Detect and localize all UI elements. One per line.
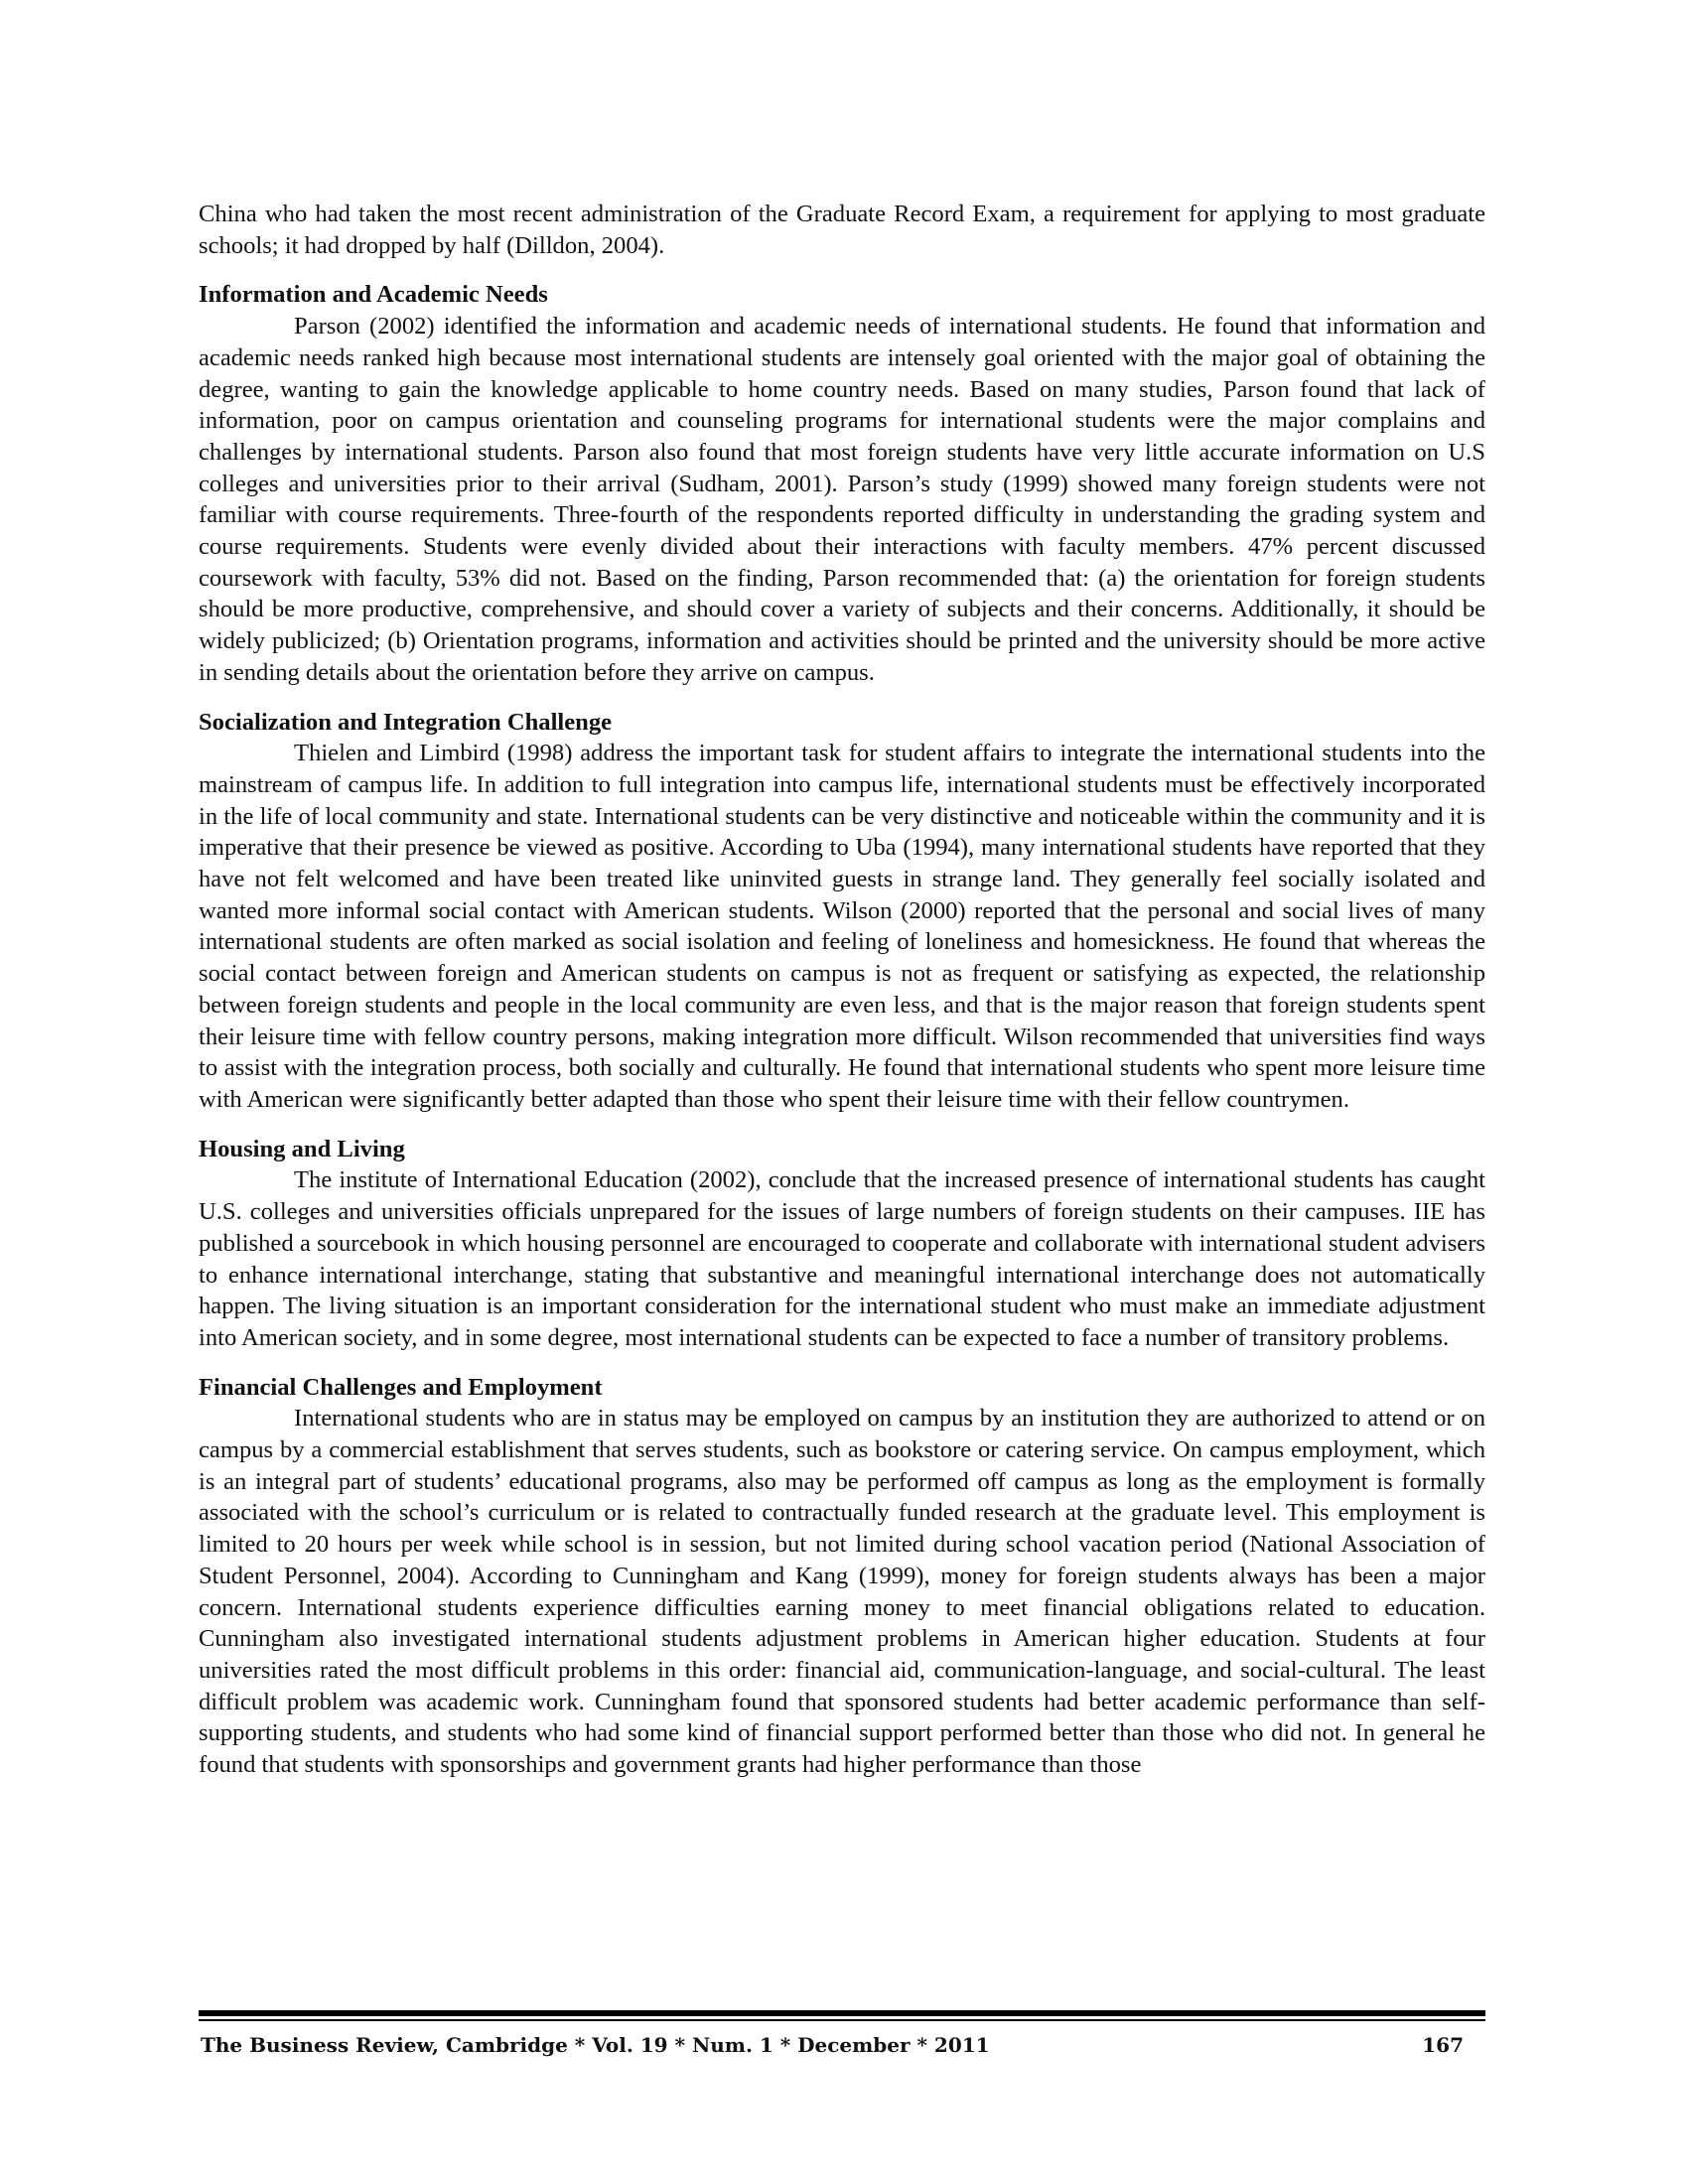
section-body: The institute of International Education (2002), conclude that the increased presence of international students has caught U.S. colleges and universities officials unprepared for the issues of large numbers of foreign students on their campuses. IIE has published a sourcebook in which housing personnel are encouraged to cooperate and collaborate with international student advisers to enhance international interchange, stating that substantive and meaningful international interchange does not automatically happen. The living situation is an important consideration for the international student who must make an immediate adjustment into American society, and in some degree, most international students can be expected to face a number of transitory problems.	[199, 1166, 1485, 1351]
section-body: Parson (2002) identified the information and academic needs of international students. He found that information and academic needs ranked high because most international students are intensely goal oriented with the major goal of obtaining the degree, wanting to gain the knowledge applicable to home country needs. Based on many studies, Parson found that lack of information, poor on campus orientation and counseling programs for international students were the major complains and challenges by international students. Parson also found that most foreign students have very little accurate information on U.S colleges and universities prior to their arrival (Sudham, 2001). Parson’s study (1999) showed many foreign students were not familiar with course requirements. Three-fourth of the respondents reported difficulty in understanding the grading system and course requirements. Students were evenly divided about their interactions with faculty members. 47% percent discussed coursework with faculty, 53% did not. Based on the finding, Parson recommended that: (a) the orientation for foreign students should be more productive, comprehensive, and should cover a variety of subjects and their concerns. Additionally, it should be widely publicized; (b) Orientation programs, information and activities should be printed and the university should be more active in sending details about the orientation before they arrive on campus.	[199, 313, 1485, 686]
section-heading: Financial Challenges and Employment	[199, 1373, 603, 1401]
section-body: Thielen and Limbird (1998) address the important task for student affairs to integrate the international students into the mainstream of campus life. In addition to full integration into campus life, international students must be effectively incorporated in the life of local community and state. International students can be very distinctive and noticeable within the community and it is imperative that their presence be viewed as positive. According to Uba (1994), many international students have reported that they have not felt welcomed and have been treated like uninvited guests in strange land. They generally feel socially isolated and wanted more informal social contact with American students. Wilson (2000) reported that the personal and social lives of many international students are often marked as social isolation and feeling of loneliness and homesickness. He found that whereas the social contact between foreign and American students on campus is not as frequent or satisfying as expected, the relationship between foreign students and people in the local community are even less, and that is the major reason that foreign students spent their leisure time with fellow country persons, making integration more difficult. Wilson recommended that universities find ways to assist with the integration process, both socially and culturally. He found that international students who spent more leisure time with American were significantly better adapted than those who spent their leisure time with their fellow countrymen.	[199, 740, 1485, 1113]
section-heading: Information and Academic Needs	[199, 281, 548, 309]
page-content	[199, 199, 1485, 1781]
footer-rule-thin	[199, 2019, 1485, 2021]
section-heading: Socialization and Integration Challenge	[199, 708, 613, 736]
section-heading: Housing and Living	[199, 1135, 405, 1162]
section-housing-living	[199, 1134, 1485, 1354]
section-body: International students who are in status may be employed on campus by an institution they are authorized to attend or on campus by a commercial establishment that serves students, such as bookstore or catering service. On campus employment, which is an integral part of students’ educational programs, also may be performed off campus as long as the employment is formally associated with the school’s curriculum or is related to contractually funded research at the graduate level. This employment is limited to 20 hours per week while school is in session, but not limited during school vacation period (National Association of Student Personnel, 2004). According to Cunningham and Kang (1999), money for foreign students always has been a major concern. International students experience difficulties earning money to meet financial obligations related to education. Cunningham also investigated international students adjustment problems in American higher education. Students at four universities rated the most difficult problems in this order: financial aid, communication-language, and social-cultural. The least difficult problem was academic work. Cunningham found that sponsored students had better academic performance than self-supporting students, and students who had some kind of financial support performed better than those who did not. In general he found that students with sponsorships and government grants had higher performance than those	[199, 1405, 1485, 1779]
page-number: 167	[1422, 2033, 1464, 2057]
intro-paragraph: China who had taken the most recent administration of the Graduate Record Exam, a requirement for applying to most graduate schools; it had dropped by half (Dilldon, 2004).	[199, 201, 1485, 259]
footer-text	[199, 2033, 1485, 2057]
page-footer	[199, 2010, 1485, 2057]
section-information-academic-needs	[199, 279, 1485, 688]
section-financial-employment	[199, 1372, 1485, 1781]
section-socialization-integration	[199, 707, 1485, 1116]
journal-citation: The Business Review, Cambridge * Vol. 19 * Num. 1 * December * 2011	[201, 2033, 990, 2057]
